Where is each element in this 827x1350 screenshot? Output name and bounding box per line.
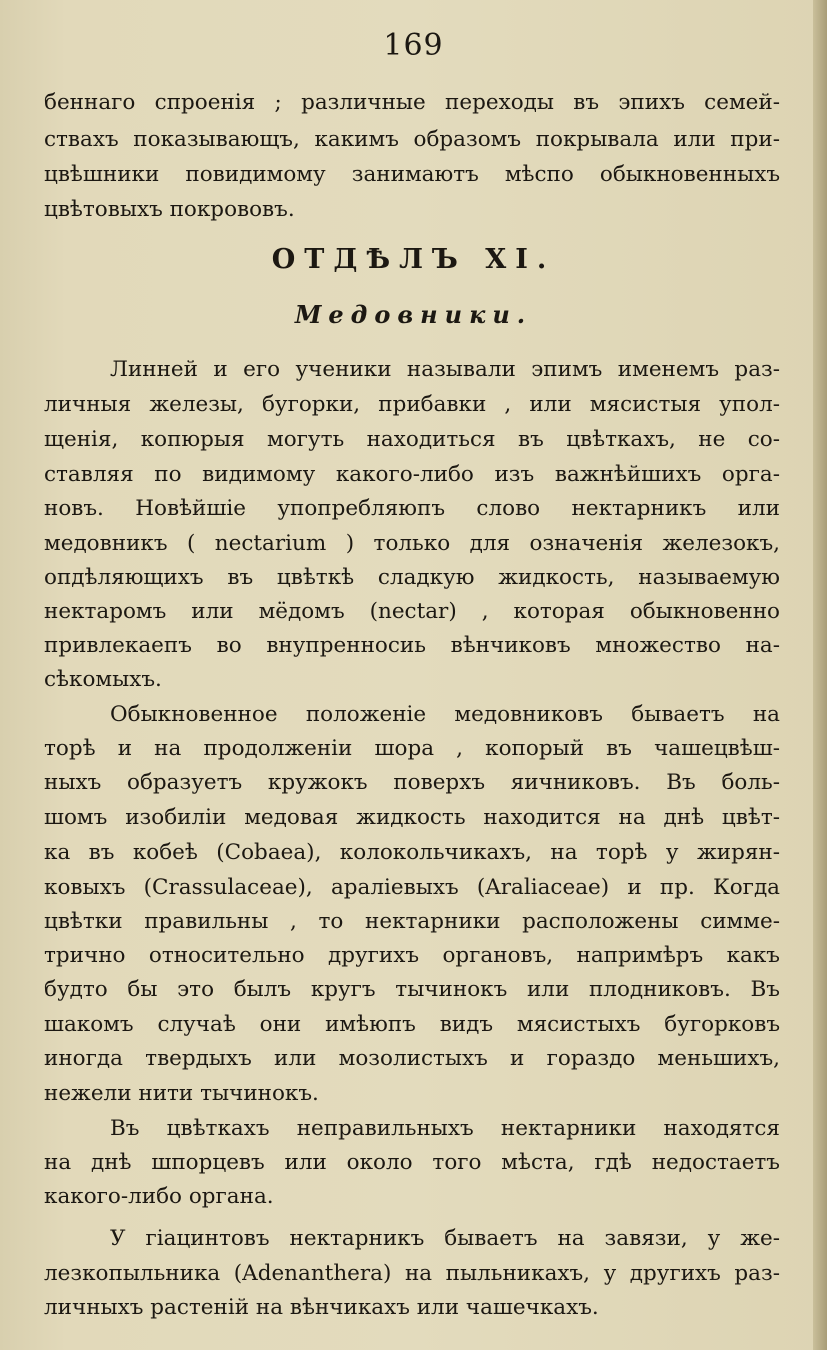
text-line: цвѣтовыхъ покрововъ. xyxy=(44,197,295,222)
text-line: У гіацинтовъ нектарникъ бываетъ на завязи, у же- xyxy=(110,1226,780,1251)
text-line: щенія, копюрыя могуть находиться въ цвѣткахъ, не со- xyxy=(44,427,780,452)
text-line: нежели нити тычинокъ. xyxy=(44,1081,319,1106)
text-line: Линней и его ученики называли эпимъ именемъ раз- xyxy=(110,357,780,382)
text-line: ныхъ образуетъ кружокъ поверхъ яичниковъ. Въ боль- xyxy=(44,770,780,795)
text-line: Въ цвѣткахъ неправильныхъ нектарники находятся xyxy=(110,1116,780,1141)
section-title: ОТДѢЛЪ XI. xyxy=(271,244,556,275)
text-line: беннаго спроенія ; различные переходы въ эпихъ семей- xyxy=(44,90,780,115)
page-edge xyxy=(813,0,827,1350)
text-line: сѣкомыхъ. xyxy=(44,667,162,692)
text-line: трично относительно другихъ органовъ, напримѣръ какъ xyxy=(44,943,780,968)
text-line: Обыкновенное положеніе медовниковъ бываетъ на xyxy=(110,702,780,727)
text-line: шомъ изобиліи медовая жидкость находится на днѣ цвѣт- xyxy=(44,805,780,830)
text-line: опдѣляющихъ въ цвѣткѣ сладкую жидкость, называемую xyxy=(44,565,780,590)
text-line: ствахъ показывающъ, какимъ образомъ покрывала или при- xyxy=(44,127,780,152)
text-line: шакомъ случаѣ они имѣюпъ видъ мясистыхъ бугорковъ xyxy=(44,1012,780,1037)
text-line: цвѣшники повидимому занимаютъ мѣспо обыкновенныхъ xyxy=(44,162,780,187)
text-line: новъ. Новѣйшіе упопребляюпъ слово нектарникъ или xyxy=(44,496,780,521)
text-line: личныя железы, бугорки, прибавки , или мясистыя упол- xyxy=(44,392,780,417)
text-line: ставляя по видимому какого-либо изъ важнѣйшихъ орга- xyxy=(44,462,780,487)
text-line: на днѣ шпорцевъ или около того мѣста, гдѣ недостаетъ xyxy=(44,1150,780,1175)
text-line: будто бы это былъ кругъ тычинокъ или плодниковъ. Въ xyxy=(44,977,780,1002)
text-line: лезкопыльника (Adenanthera) на пыльникахъ, у другихъ раз- xyxy=(44,1261,780,1286)
text-line: цвѣтки правильны , то нектарники расположены симме- xyxy=(44,909,780,934)
text-line: привлекаепъ во внупренносиь вѣнчиковъ множество на- xyxy=(44,633,780,658)
text-line: медовникъ ( nectarium ) только для означенія железокъ, xyxy=(44,531,780,556)
text-line: личныхъ растеній на вѣнчикахъ или чашечкахъ. xyxy=(44,1295,599,1320)
text-line: какого-либо органа. xyxy=(44,1184,274,1209)
text-line: торѣ и на продолженіи шора , копорый въ чашецвѣш- xyxy=(44,736,780,761)
text-line: иногда твердыхъ или мозолистыхъ и гораздо меньшихъ, xyxy=(44,1046,780,1071)
page-number: 169 xyxy=(383,28,444,63)
text-line: ка въ кобеѣ (Cobaea), колокольчикахъ, на торѣ у жирян- xyxy=(44,840,780,865)
text-line: ковыхъ (Crassulaceae), араліевыхъ (Araliaceae) и пр. Когда xyxy=(44,875,780,900)
section-subtitle: Медовники. xyxy=(294,300,533,329)
text-line: нектаромъ или мёдомъ (nectar) , которая обыкновенно xyxy=(44,599,780,624)
